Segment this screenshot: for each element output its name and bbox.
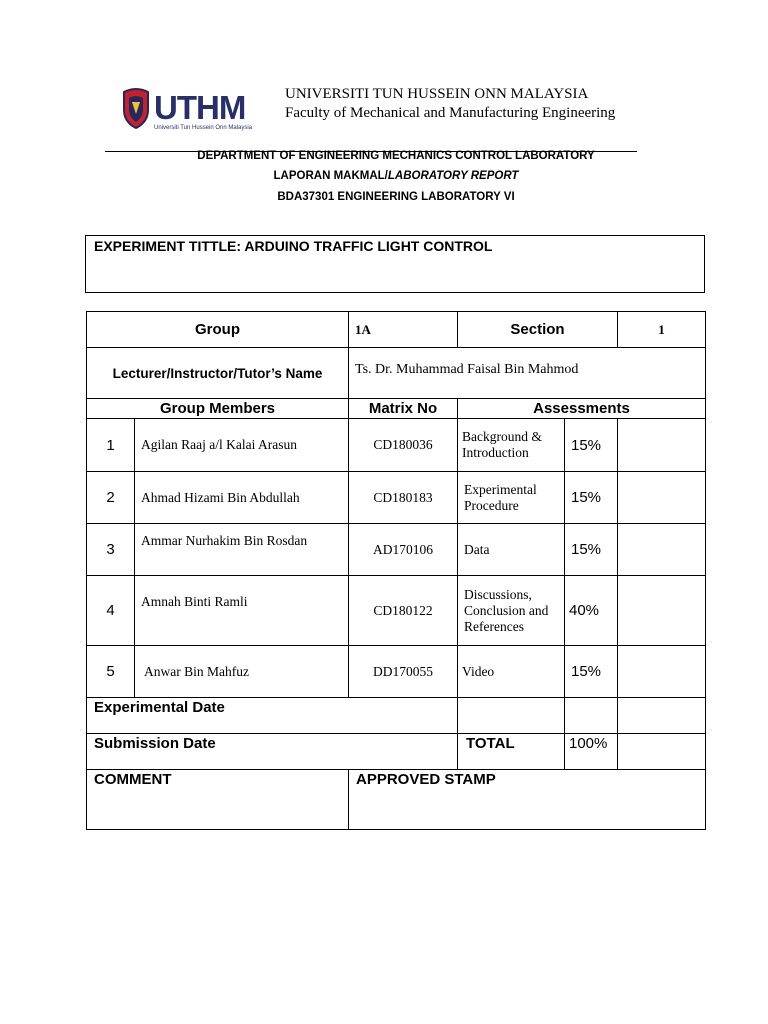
logo-subtext: Universiti Tun Hussein Onn Malaysia (154, 125, 253, 131)
experimental-date-value[interactable] (458, 698, 565, 734)
course-title: BDA37301 ENGINEERING LABORATORY VI (277, 191, 515, 203)
experimental-date-row (87, 698, 706, 734)
header-matrix-no: Matrix No (349, 399, 458, 419)
row-number: 1 (87, 419, 135, 472)
comment-label: COMMENT (87, 770, 349, 830)
approved-stamp-label: APPROVED STAMP (349, 770, 706, 830)
lecturer-row (87, 348, 706, 399)
matrix-no: DD170055 (349, 646, 458, 698)
assessment-item: Experimental Procedure (458, 472, 565, 524)
row-number: 2 (87, 472, 135, 524)
logo-text: UTHM (154, 89, 246, 126)
group-value: 1A (349, 312, 458, 348)
header-assessments: Assessments (458, 399, 706, 419)
row-number: 3 (87, 524, 135, 576)
group-row (87, 312, 706, 348)
table-row (87, 524, 706, 576)
member-name: Anwar Bin Mahfuz (135, 646, 349, 698)
member-name: Ammar Nurhakim Bin Rosdan (135, 524, 349, 576)
department-title: DEPARTMENT OF ENGINEERING MECHANICS CONTROL LABORATORY (197, 150, 595, 162)
table-row (87, 646, 706, 698)
comment-row (87, 770, 706, 830)
row-number: 5 (87, 646, 135, 698)
assessment-weight: 15% (565, 419, 618, 472)
assessment-score[interactable] (618, 646, 706, 698)
table-row (87, 576, 706, 646)
report-title-malay: LAPORAN MAKMAL/ (273, 170, 388, 182)
report-title (12, 170, 768, 182)
submission-date-row (87, 734, 706, 770)
lecturer-label: Lecturer/Instructor/Tutor’s Name (87, 348, 349, 399)
assessment-table (86, 311, 706, 830)
group-label: Group (87, 312, 349, 348)
experimental-date-label: Experimental Date (87, 698, 458, 734)
assessment-weight: 40% (565, 576, 618, 646)
total-value: 100% (565, 734, 618, 770)
total-score[interactable] (618, 734, 706, 770)
assessment-weight: 15% (565, 646, 618, 698)
assessment-item: Video (458, 646, 565, 698)
experiment-title-box (85, 235, 705, 293)
table-row (87, 419, 706, 472)
assessment-score[interactable] (618, 472, 706, 524)
member-name: Agilan Raaj a/l Kalai Arasun (135, 419, 349, 472)
row-number: 4 (87, 576, 135, 646)
lecturer-value: Ts. Dr. Muhammad Faisal Bin Mahmod (349, 348, 706, 399)
matrix-no: AD170106 (349, 524, 458, 576)
matrix-no: CD180122 (349, 576, 458, 646)
header-group-members: Group Members (87, 399, 349, 419)
submission-date-label: Submission Date (87, 734, 458, 770)
assessment-score[interactable] (618, 524, 706, 576)
table-row (87, 472, 706, 524)
assessment-item: Discussions, Conclusion and References (458, 576, 565, 646)
total-label: TOTAL (458, 734, 565, 770)
uthm-logo (122, 86, 274, 132)
matrix-no: CD180183 (349, 472, 458, 524)
table-header-row (87, 399, 706, 419)
assessment-item: Data (458, 524, 565, 576)
experimental-date-blank (618, 698, 706, 734)
assessment-score[interactable] (618, 576, 706, 646)
assessment-score[interactable] (618, 419, 706, 472)
matrix-no: CD180036 (349, 419, 458, 472)
faculty-name: Faculty of Mechanical and Manufacturing Engineering (285, 105, 616, 121)
university-name: UNIVERSITI TUN HUSSEIN ONN MALAYSIA (285, 86, 589, 102)
assessment-item: Background & Introduction (458, 419, 565, 472)
member-name: Amnah Binti Ramli (135, 576, 349, 646)
experimental-date-blank (565, 698, 618, 734)
section-label: Section (458, 312, 618, 348)
experiment-title: EXPERIMENT TITTLE: ARDUINO TRAFFIC LIGHT CONTROL (94, 238, 493, 254)
assessment-weight: 15% (565, 524, 618, 576)
report-title-english: LABORATORY REPORT (387, 170, 519, 182)
assessment-weight: 15% (565, 472, 618, 524)
member-name: Ahmad Hizami Bin Abdullah (135, 472, 349, 524)
section-value: 1 (618, 312, 706, 348)
